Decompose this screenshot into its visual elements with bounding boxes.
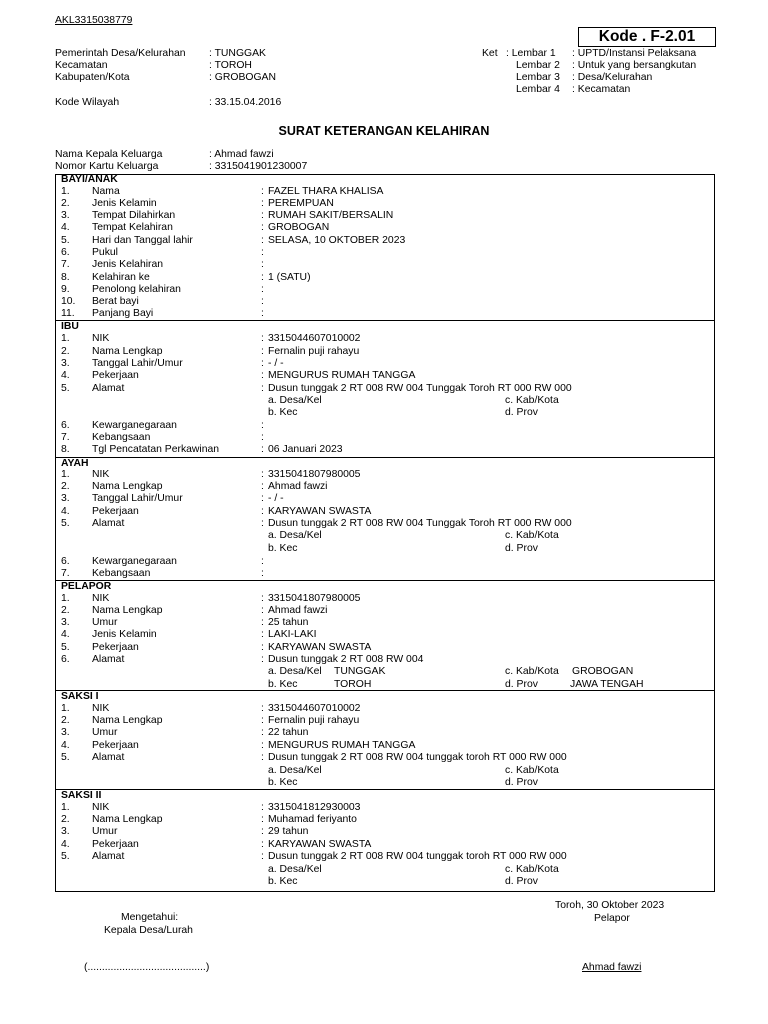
row-number: 5. (61, 851, 70, 862)
header-value: : GROBOGAN (209, 72, 276, 83)
section-title-pelapor: PELAPOR (61, 581, 112, 592)
row-number: 3. (61, 358, 70, 369)
row-number: 9. (61, 284, 70, 295)
row-value: Dusun tunggak 2 RT 008 RW 004 (268, 654, 424, 665)
table-row: 4. Tempat Kelahiran : GROBOGAN (61, 222, 330, 233)
row-number: 1. (61, 593, 70, 604)
row-value: KARYAWAN SWASTA (268, 839, 372, 850)
row-label: NIK (92, 703, 110, 714)
section-title-ayah: AYAH (61, 458, 89, 469)
row-label: Pekerjaan (92, 740, 139, 751)
row-number: 2. (61, 481, 70, 492)
row-value: MENGURUS RUMAH TANGGA (268, 370, 416, 381)
table-row: 4. Pekerjaan : KARYAWAN SWASTA (61, 839, 372, 850)
table-row: 3. Umur : 25 tahun (61, 617, 309, 628)
row-label: Kelahiran ke (92, 272, 150, 283)
ket-desc: : Desa/Kelurahan (572, 72, 653, 83)
row-value: 25 tahun (268, 617, 309, 628)
row-number: 2. (61, 605, 70, 616)
row-label: Penolong kelahiran (92, 284, 181, 295)
row-label: Nama (92, 186, 120, 197)
row-number: 5. (61, 383, 70, 394)
table-row: 7. Jenis Kelahiran : (61, 259, 264, 270)
table-row: 5. Hari dan Tanggal lahir : SELASA, 10 OKTOBER 2023 (61, 235, 406, 246)
row-number: 1. (61, 802, 70, 813)
row-number: 3. (61, 826, 70, 837)
ket-lembar: Lembar 3 (516, 72, 560, 83)
row-label: Tgl Pencatatan Perkawinan (92, 444, 220, 455)
kode-wilayah-label: Kode Wilayah (55, 97, 120, 108)
table-row: 5. Alamat : Dusun tunggak 2 RT 008 RW 004 Tunggak Toroh RT 000 RW 000 (61, 383, 572, 394)
table-row: 6. Alamat : Dusun tunggak 2 RT 008 RW 004 (61, 654, 424, 665)
row-label: Hari dan Tanggal lahir (92, 235, 193, 246)
table-row: 2. Nama Lengkap : Ahmad fawzi (61, 481, 328, 492)
row-value: Dusun tunggak 2 RT 008 RW 004 tunggak toroh RT 000 RW 000 (268, 752, 567, 763)
row-label: Kebangsaan (92, 432, 151, 443)
row-number: 6. (61, 247, 70, 258)
row-label: Tempat Kelahiran (92, 222, 173, 233)
row-value: 06 Januari 2023 (268, 444, 343, 455)
row-label: NIK (92, 802, 110, 813)
address-prov: d. Prov (505, 876, 538, 887)
page-title: SURAT KETERANGAN KELAHIRAN (278, 124, 490, 138)
header-label: Pemerintah Desa/Kelurahan (55, 48, 186, 59)
row-number: 3. (61, 493, 70, 504)
section-divider (55, 320, 715, 321)
row-label: Nama Lengkap (92, 605, 163, 616)
row-number: 2. (61, 346, 70, 357)
row-value: 29 tahun (268, 826, 309, 837)
row-label: Tanggal Lahir/Umur (92, 358, 183, 369)
row-value: PEREMPUAN (268, 198, 334, 209)
table-row: 7. Kebangsaan : (61, 432, 264, 443)
table-row: 5. Alamat : Dusun tunggak 2 RT 008 RW 004 tunggak toroh RT 000 RW 000 (61, 851, 567, 862)
section-divider (55, 789, 715, 790)
row-label: Jenis Kelamin (92, 198, 157, 209)
table-row: 2. Nama Lengkap : Ahmad fawzi (61, 605, 328, 616)
address-kab: c. Kab/Kota (505, 765, 559, 776)
row-label: Umur (92, 826, 118, 837)
row-number: 5. (61, 642, 70, 653)
ket-lembar: Lembar 2 (516, 60, 560, 71)
address-kab-value: GROBOGAN (572, 666, 634, 677)
table-row: 1. NIK : 3315041807980005 (61, 593, 361, 604)
address-kec: b. Kec (268, 876, 298, 887)
row-number: 5. (61, 235, 70, 246)
table-row: 1. NIK : 3315044607010002 (61, 333, 361, 344)
row-label: Nama Lengkap (92, 481, 163, 492)
row-label: Kebangsaan (92, 568, 151, 579)
pelapor-label: Pelapor (594, 913, 630, 924)
table-row: 2. Nama Lengkap : Fernalin puji rahayu (61, 715, 360, 726)
kode-wilayah-value: : 33.15.04.2016 (209, 97, 282, 108)
row-number: 7. (61, 432, 70, 443)
address-prov: d. Prov (505, 679, 538, 690)
address-kec-value: TOROH (334, 679, 372, 690)
kk-number-value: : 3315041901230007 (209, 161, 308, 172)
document-number: AKL3315038779 (55, 15, 133, 26)
table-row: 8. Tgl Pencatatan Perkawinan : 06 Januari 2023 (61, 444, 343, 455)
row-number: 1. (61, 333, 70, 344)
row-number: 4. (61, 740, 70, 751)
row-value: LAKI-LAKI (268, 629, 317, 640)
row-number: 4. (61, 839, 70, 850)
kk-number-label: Nomor Kartu Keluarga (55, 161, 159, 172)
row-number: 3. (61, 727, 70, 738)
address-kec: b. Kec (268, 777, 298, 788)
row-number: 11. (61, 308, 75, 319)
row-number: 5. (61, 518, 70, 529)
address-desa-value: TUNGGAK (334, 666, 386, 677)
row-number: 7. (61, 568, 70, 579)
row-label: Alamat (92, 383, 125, 394)
table-row: 6. Kewarganegaraan : (61, 556, 264, 567)
row-value: FAZEL THARA KHALISA (268, 186, 384, 197)
row-number: 1. (61, 703, 70, 714)
row-label: Alamat (92, 654, 125, 665)
place-date: Toroh, 30 Oktober 2023 (555, 900, 665, 911)
address-kab: c. Kab/Kota (505, 666, 559, 677)
ket-lembar: : Lembar 1 (506, 48, 556, 59)
section-title-saksi-2: SAKSI II (61, 790, 102, 801)
row-label: Tanggal Lahir/Umur (92, 493, 183, 504)
row-number: 8. (61, 444, 70, 455)
row-value: KARYAWAN SWASTA (268, 506, 372, 517)
table-row: 4. Pekerjaan : MENGURUS RUMAH TANGGA (61, 740, 416, 751)
row-value: Dusun tunggak 2 RT 008 RW 004 Tunggak Toroh RT 000 RW 000 (268, 518, 572, 529)
row-label: Alamat (92, 752, 125, 763)
section-title-bayi: BAYI/ANAK (61, 174, 118, 185)
row-label: Pukul (92, 247, 118, 258)
row-label: NIK (92, 469, 110, 480)
row-label: Nama Lengkap (92, 346, 163, 357)
address-kab: c. Kab/Kota (505, 530, 559, 541)
row-number: 10. (61, 296, 76, 307)
ket-desc: : UPTD/Instansi Pelaksana (572, 48, 697, 59)
row-value: 22 tahun (268, 727, 309, 738)
table-row: 3. Umur : 29 tahun (61, 826, 309, 837)
address-prov: d. Prov (505, 543, 538, 554)
kk-name-label: Nama Kepala Keluarga (55, 149, 163, 160)
row-value: 3315041812930003 (268, 802, 361, 813)
row-value: 1 (SATU) (268, 272, 311, 283)
address-prov-value: JAWA TENGAH (570, 679, 644, 690)
row-label: Berat bayi (92, 296, 139, 307)
row-label: Alamat (92, 518, 125, 529)
table-row: 1. NIK : 3315044607010002 (61, 703, 361, 714)
row-label: NIK (92, 593, 110, 604)
table-row: 10. Berat bayi : (61, 296, 264, 307)
section-divider (55, 580, 715, 581)
row-number: 1. (61, 469, 70, 480)
row-label: Jenis Kelahiran (92, 259, 164, 270)
address-kec: b. Kec (268, 679, 298, 690)
table-row: 2. Nama Lengkap : Fernalin puji rahayu (61, 346, 360, 357)
row-label: Kewarganegaraan (92, 556, 177, 567)
pelapor-signature-name: Ahmad fawzi (582, 962, 642, 973)
form-code-box: Kode . F-2.01 (578, 27, 716, 47)
row-label: Pekerjaan (92, 370, 139, 381)
table-row: 1. Nama : FAZEL THARA KHALISA (61, 186, 384, 197)
row-number: 4. (61, 506, 70, 517)
kepala-desa-signature: (.........................................) (84, 962, 210, 973)
table-row: 11. Panjang Bayi : (61, 308, 264, 319)
table-row: 4. Pekerjaan : KARYAWAN SWASTA (61, 506, 372, 517)
row-value: SELASA, 10 OKTOBER 2023 (268, 235, 406, 246)
row-number: 8. (61, 272, 70, 283)
table-row: 3. Tanggal Lahir/Umur : - / - (61, 358, 284, 369)
row-number: 4. (61, 370, 70, 381)
table-row: 3. Umur : 22 tahun (61, 727, 309, 738)
ket-desc: : Untuk yang bersangkutan (572, 60, 697, 71)
header-label: Kecamatan (55, 60, 108, 71)
ket-label: Ket (482, 48, 498, 59)
table-row: 2. Nama Lengkap : Muhamad feriyanto (61, 814, 357, 825)
ket-lembar: Lembar 4 (516, 84, 560, 95)
row-number: 6. (61, 556, 70, 567)
row-number: 6. (61, 654, 70, 665)
kepala-desa-label: Kepala Desa/Lurah (104, 925, 193, 936)
row-label: Nama Lengkap (92, 814, 163, 825)
row-number: 3. (61, 210, 70, 221)
table-row: 5. Alamat : Dusun tunggak 2 RT 008 RW 004 Tunggak Toroh RT 000 RW 000 (61, 518, 572, 529)
table-row: 1. NIK : 3315041812930003 (61, 802, 361, 813)
section-title-saksi-1: SAKSI I (61, 691, 99, 702)
row-label: Umur (92, 727, 118, 738)
address-prov: d. Prov (505, 407, 538, 418)
row-value: 3315041807980005 (268, 469, 361, 480)
row-value: GROBOGAN (268, 222, 330, 233)
address-desa: a. Desa/Kel (268, 666, 322, 677)
row-label: Alamat (92, 851, 125, 862)
row-value: KARYAWAN SWASTA (268, 642, 372, 653)
table-row: 2. Jenis Kelamin : PEREMPUAN (61, 198, 334, 209)
table-row: 5. Alamat : Dusun tunggak 2 RT 008 RW 004 tunggak toroh RT 000 RW 000 (61, 752, 567, 763)
table-row: 3. Tempat Dilahirkan : RUMAH SAKIT/BERSALIN (61, 210, 394, 221)
section-divider (55, 457, 715, 458)
row-value: - / - (268, 358, 284, 369)
row-number: 4. (61, 629, 70, 640)
row-value: RUMAH SAKIT/BERSALIN (268, 210, 394, 221)
address-desa: a. Desa/Kel (268, 864, 322, 875)
address-kab: c. Kab/Kota (505, 395, 559, 406)
table-row: 4. Jenis Kelamin : LAKI-LAKI (61, 629, 317, 640)
table-row: 1. NIK : 3315041807980005 (61, 469, 361, 480)
row-value: Muhamad feriyanto (268, 814, 357, 825)
row-value: 3315044607010002 (268, 703, 361, 714)
table-row: 8. Kelahiran ke : 1 (SATU) (61, 272, 311, 283)
address-desa: a. Desa/Kel (268, 530, 322, 541)
kk-name-value: : Ahmad fawzi (209, 149, 274, 160)
row-number: 2. (61, 814, 70, 825)
row-value: - / - (268, 493, 284, 504)
table-row: 9. Penolong kelahiran : (61, 284, 264, 295)
address-kec: b. Kec (268, 407, 298, 418)
row-value: Dusun tunggak 2 RT 008 RW 004 Tunggak Toroh RT 000 RW 000 (268, 383, 572, 394)
row-value: 3315041807980005 (268, 593, 361, 604)
header-value: : TOROH (209, 60, 252, 71)
row-label: Pekerjaan (92, 642, 139, 653)
table-row: 5. Pekerjaan : KARYAWAN SWASTA (61, 642, 372, 653)
address-prov: d. Prov (505, 777, 538, 788)
mengetahui-label: Mengetahui: (121, 912, 179, 923)
row-label: Nama Lengkap (92, 715, 163, 726)
row-number: 2. (61, 715, 70, 726)
row-number: 6. (61, 420, 70, 431)
row-label: Kewarganegaraan (92, 420, 177, 431)
row-label: Tempat Dilahirkan (92, 210, 176, 221)
row-number: 3. (61, 617, 70, 628)
address-desa: a. Desa/Kel (268, 395, 322, 406)
row-label: Panjang Bayi (92, 308, 154, 319)
row-value: MENGURUS RUMAH TANGGA (268, 740, 416, 751)
row-label: NIK (92, 333, 110, 344)
address-kec: b. Kec (268, 543, 298, 554)
row-label: Pekerjaan (92, 506, 139, 517)
row-value: 3315044607010002 (268, 333, 361, 344)
table-row: 3. Tanggal Lahir/Umur : - / - (61, 493, 284, 504)
row-value: Fernalin puji rahayu (268, 346, 360, 357)
address-kab: c. Kab/Kota (505, 864, 559, 875)
row-label: Umur (92, 617, 118, 628)
row-number: 4. (61, 222, 70, 233)
table-row: 6. Kewarganegaraan : (61, 420, 264, 431)
table-row: 4. Pekerjaan : MENGURUS RUMAH TANGGA (61, 370, 416, 381)
row-value: Dusun tunggak 2 RT 008 RW 004 tunggak toroh RT 000 RW 000 (268, 851, 567, 862)
row-label: Jenis Kelamin (92, 629, 157, 640)
address-desa: a. Desa/Kel (268, 765, 322, 776)
ket-desc: : Kecamatan (572, 84, 631, 95)
row-number: 7. (61, 259, 70, 270)
row-number: 2. (61, 198, 70, 209)
table-row: 7. Kebangsaan : (61, 568, 264, 579)
row-number: 1. (61, 186, 70, 197)
table-row: 6. Pukul : (61, 247, 264, 258)
header-label: Kabupaten/Kota (55, 72, 130, 83)
row-value: Fernalin puji rahayu (268, 715, 360, 726)
row-value: Ahmad fawzi (268, 605, 328, 616)
row-label: Pekerjaan (92, 839, 139, 850)
section-title-ibu: IBU (61, 321, 79, 332)
row-number: 5. (61, 752, 70, 763)
row-value: Ahmad fawzi (268, 481, 328, 492)
header-value: : TUNGGAK (209, 48, 266, 59)
